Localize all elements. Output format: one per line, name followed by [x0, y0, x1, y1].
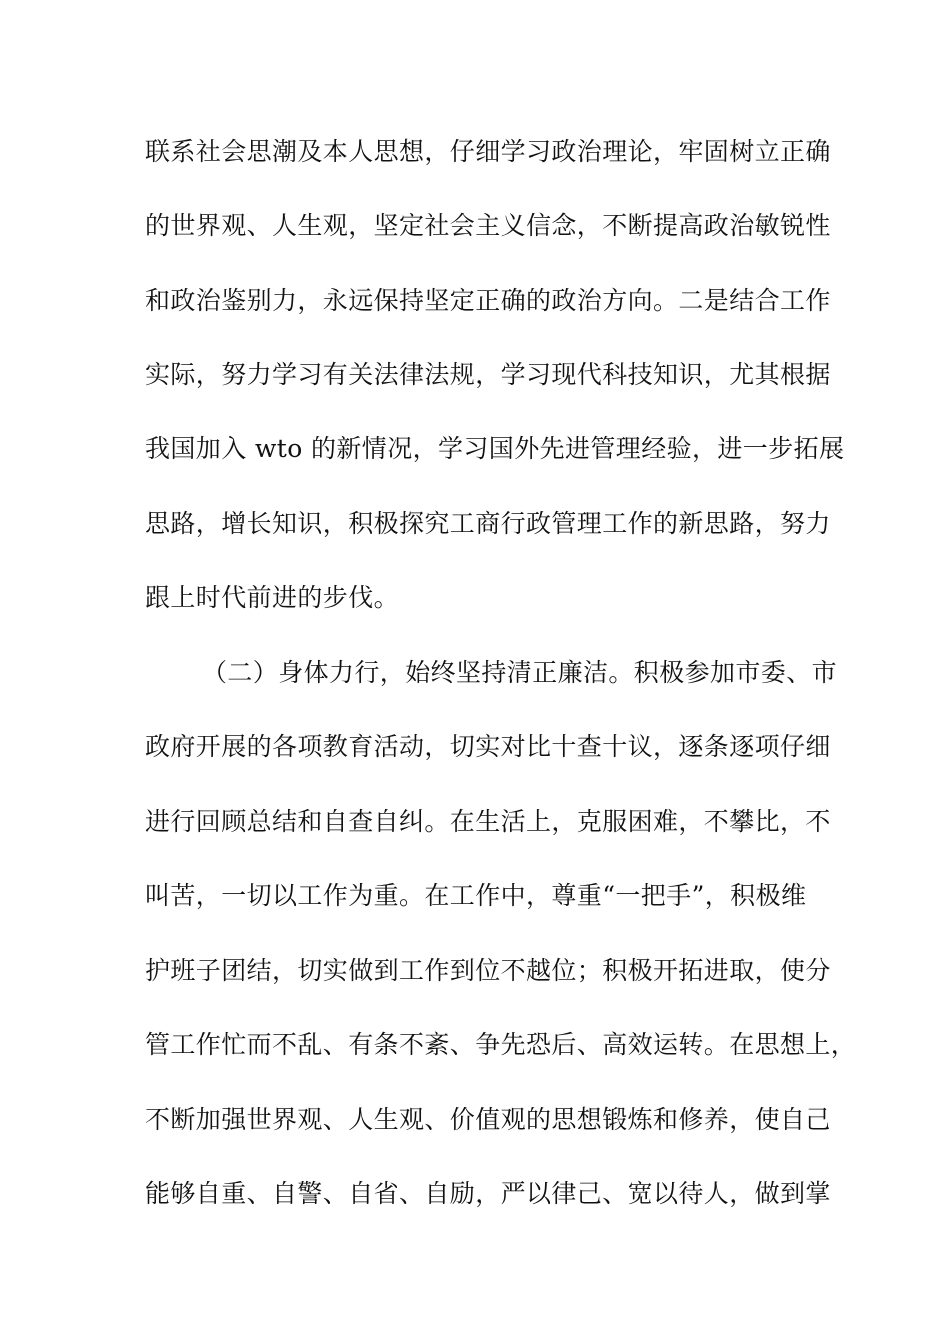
paragraph-line: 实际，努力学习有关法律法规，学习现代科技知识，尤其根据 [145, 360, 831, 389]
paragraph-line: 和政治鉴别力，永远保持坚定正确的政治方向。二是结合工作 [145, 286, 831, 315]
paragraph-line: 进行回顾总结和自查自纠。在生活上，克服困难，不攀比，不 [145, 807, 831, 836]
paragraph-line: 我国加入 wto 的新情况，学习国外先进管理经验，进一步拓展 [145, 434, 845, 463]
paragraph-line: 政府开展的各项教育活动，切实对比十查十议，逐条逐项仔细 [145, 732, 831, 761]
paragraph-line: 叫苦，一切以工作为重。在工作中，尊重“一把手”，积极维 [145, 881, 807, 910]
paragraph-line: 管工作忙而不乱、有条不紊、争先恐后、高效运转。在思想上， [145, 1030, 857, 1059]
paragraph-line: 护班子团结，切实做到工作到位不越位；积极开拓进取，使分 [145, 956, 831, 985]
paragraph-line: 思路，增长知识，积极探究工商行政管理工作的新思路，努力 [145, 509, 831, 538]
paragraph-line: 不断加强世界观、人生观、价值观的思想锻炼和修养，使自己 [145, 1105, 831, 1134]
paragraph-line: 跟上时代前进的步伐。 [145, 583, 400, 612]
paragraph-line: 的世界观、人生观，坚定社会主义信念，不断提高政治敏锐性 [145, 211, 831, 240]
paragraph-line: 联系社会思潮及本人思想，仔细学习政治理论，牢固树立正确 [145, 137, 831, 166]
paragraph-line: 能够自重、自警、自省、自励，严以律己、宽以待人，做到掌 [145, 1179, 831, 1208]
paragraph-line-indented: （二）身体力行，始终坚持清正廉洁。积极参加市委、市 [202, 658, 838, 687]
